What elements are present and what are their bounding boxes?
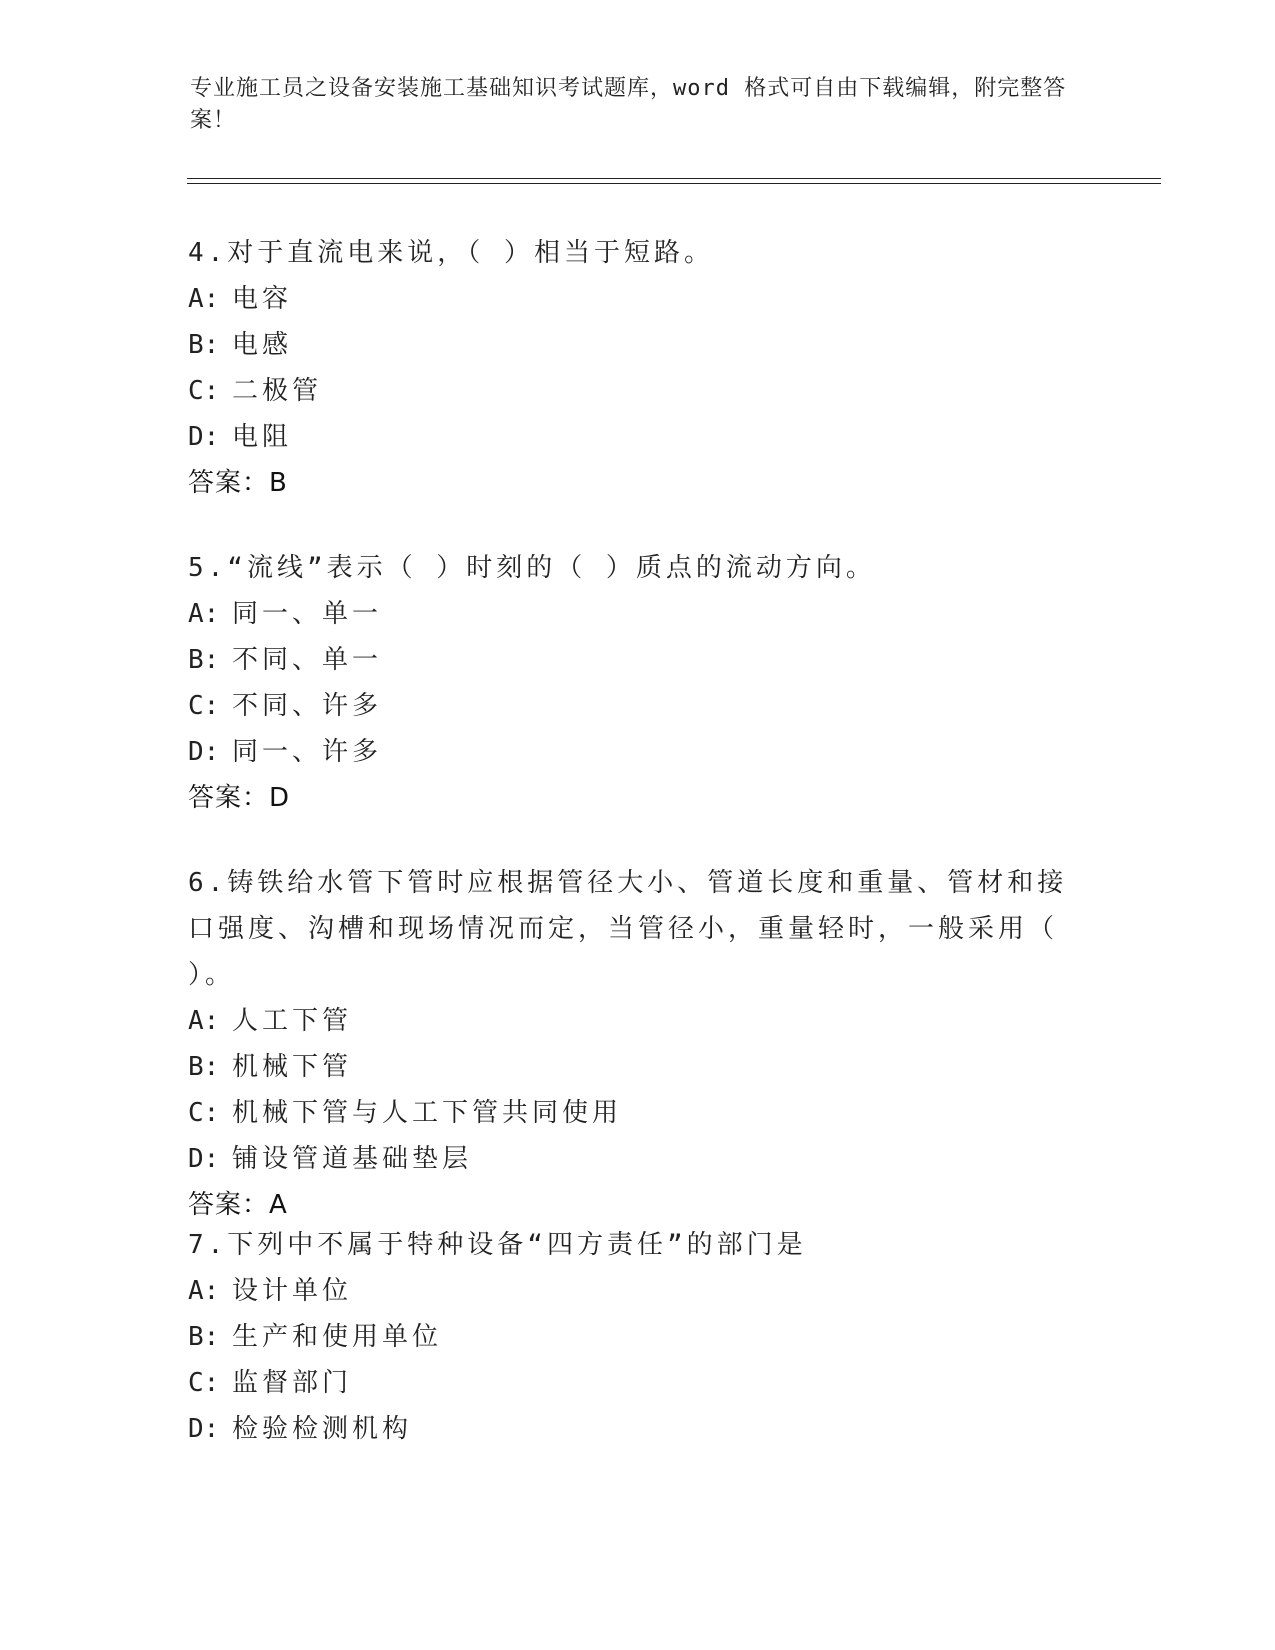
option-text: 电感: [232, 330, 293, 360]
option-d: [188, 1406, 1088, 1452]
question-6: [188, 860, 1088, 1228]
option-a: [188, 276, 1088, 322]
option-label: B:: [188, 1322, 220, 1352]
option-label: A:: [188, 284, 220, 314]
option-c: [188, 1090, 1088, 1136]
header-divider-bottom: [187, 183, 1161, 184]
option-label: C:: [188, 691, 220, 721]
option-a: [188, 1268, 1088, 1314]
option-b: [188, 322, 1088, 368]
option-label: C:: [188, 1098, 220, 1128]
option-label: B:: [188, 645, 220, 675]
header-divider-top: [187, 178, 1161, 179]
option-a: [188, 591, 1088, 637]
option-text: 机械下管: [232, 1052, 353, 1082]
option-d: [188, 729, 1088, 775]
option-b: [188, 637, 1088, 683]
question-5: [188, 545, 1088, 821]
option-text: 设计单位: [232, 1276, 353, 1306]
option-b: [188, 1044, 1088, 1090]
option-label: C:: [188, 1368, 220, 1398]
option-c: [188, 1360, 1088, 1406]
option-a: [188, 998, 1088, 1044]
answer: 答案：D: [188, 783, 291, 813]
option-text: 不同、单一: [232, 645, 383, 675]
answer: 答案：A: [188, 1190, 288, 1220]
option-text: 人工下管: [232, 1006, 353, 1036]
option-text: 不同、许多: [232, 691, 383, 721]
question-text: 7.下列中不属于特种设备“四方责任”的部门是: [188, 1230, 807, 1260]
option-text: 电阻: [232, 422, 293, 452]
option-label: C:: [188, 376, 220, 406]
option-b: [188, 1314, 1088, 1360]
option-text: 监督部门: [232, 1368, 353, 1398]
option-text: 生产和使用单位: [232, 1322, 443, 1352]
option-label: D:: [188, 737, 220, 767]
option-text: 同一、单一: [232, 599, 383, 629]
option-d: [188, 1136, 1088, 1182]
option-text: 电容: [232, 284, 293, 314]
option-label: A:: [188, 599, 220, 629]
question-4: [188, 230, 1088, 506]
option-text: 检验检测机构: [232, 1414, 413, 1444]
option-label: B:: [188, 1052, 220, 1082]
question-text: 6.铸铁给水管下管时应根据管径大小、管道长度和重量、管材和接口强度、沟槽和现场情况而定，当管径小，重量轻时，一般采用（ ）。: [188, 868, 1068, 990]
option-label: D:: [188, 422, 220, 452]
option-label: A:: [188, 1006, 220, 1036]
option-label: A:: [188, 1276, 220, 1306]
option-text: 同一、许多: [232, 737, 383, 767]
option-c: [188, 368, 1088, 414]
option-label: B:: [188, 330, 220, 360]
option-d: [188, 414, 1088, 460]
question-text: 4.对于直流电来说，（ ）相当于短路。: [188, 238, 714, 268]
option-label: D:: [188, 1414, 220, 1444]
option-text: 二极管: [232, 376, 323, 406]
option-label: D:: [188, 1144, 220, 1174]
question-7: [188, 1222, 1088, 1452]
question-text: 5.“流线”表示（ ）时刻的（ ）质点的流动方向。: [188, 553, 876, 583]
option-text: 铺设管道基础垫层: [232, 1144, 473, 1174]
option-c: [188, 683, 1088, 729]
answer: 答案：B: [188, 468, 288, 498]
option-text: 机械下管与人工下管共同使用: [232, 1098, 623, 1128]
document-header: 专业施工员之设备安装施工基础知识考试题库，word 格式可自由下载编辑，附完整答案！: [190, 76, 1067, 133]
